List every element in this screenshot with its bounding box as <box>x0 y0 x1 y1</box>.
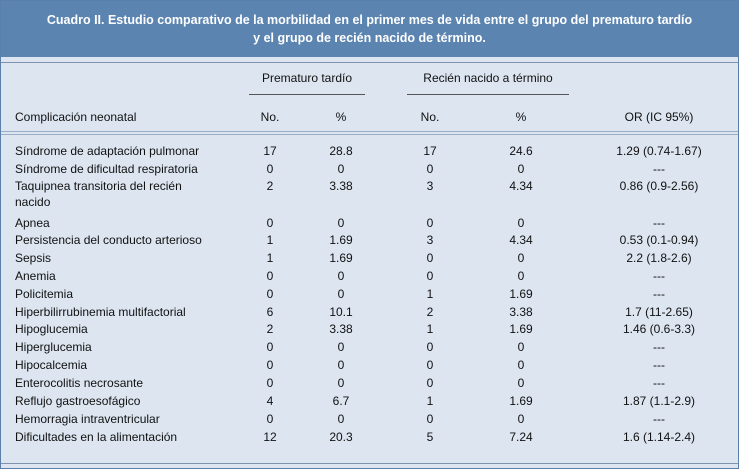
cell-or: --- <box>653 412 665 426</box>
cell-or: --- <box>653 376 665 390</box>
group-underline-premature <box>249 94 365 95</box>
cell-or: 1.29 (0.74-1.67) <box>616 144 702 158</box>
cell-n-premature: 0 <box>266 269 274 283</box>
row-label: Enterocolitis necrosante <box>15 376 144 390</box>
cell-pct-premature: 6.7 <box>332 394 350 408</box>
row-label: Persistencia del conducto arterioso <box>15 233 202 247</box>
cell-pct-premature: 10.1 <box>329 305 353 319</box>
cell-n-term: 3 <box>426 233 434 247</box>
column-header-complication: Complicación neonatal <box>15 110 137 124</box>
cell-n-term: 3 <box>426 179 434 193</box>
row-label: Apnea <box>15 216 50 230</box>
group-underline-term <box>407 94 569 95</box>
cell-pct-premature: 20.3 <box>329 430 353 444</box>
cell-pct-term: 4.34 <box>509 233 533 247</box>
cell-pct-term: 4.34 <box>509 179 533 193</box>
cell-pct-premature: 0 <box>337 287 345 301</box>
cell-pct-premature: 1.69 <box>329 251 353 265</box>
cell-n-premature: 0 <box>266 162 274 176</box>
cell-n-premature: 1 <box>266 233 274 247</box>
cell-or: 1.46 (0.6-3.3) <box>622 322 696 336</box>
column-header-or: OR (IC 95%) <box>624 110 694 124</box>
header-rule-2 <box>1 134 738 135</box>
cell-or: 0.86 (0.9-2.56) <box>619 179 699 193</box>
cell-pct-term: 0 <box>517 162 525 176</box>
row-label: Taquipnea transitoria del recién <box>15 179 182 193</box>
cell-n-term: 1 <box>426 287 434 301</box>
cell-or: 0.53 (0.1-0.94) <box>619 233 699 247</box>
cell-n-term: 0 <box>426 340 434 354</box>
cell-pct-term: 1.69 <box>509 394 533 408</box>
row-label: Dificultades en la alimentación <box>15 430 178 444</box>
cell-pct-term: 0 <box>517 269 525 283</box>
group-header-premature: Prematuro tardío <box>261 71 353 85</box>
header-rule-1 <box>1 131 738 132</box>
cell-n-term: 17 <box>423 144 437 158</box>
cell-pct-premature: 3.38 <box>329 322 353 336</box>
cell-n-term: 0 <box>426 412 434 426</box>
cell-or: 1.7 (11-2.65) <box>625 305 693 319</box>
row-label: Anemia <box>15 269 56 283</box>
cell-n-premature: 0 <box>266 340 274 354</box>
column-header-n-term: No. <box>420 110 440 124</box>
cell-n-premature: 0 <box>266 358 274 372</box>
cell-n-term: 0 <box>426 216 434 230</box>
row-label: Hipocalcemia <box>15 358 88 372</box>
cell-n-term: 0 <box>426 269 434 283</box>
cell-pct-term: 24.6 <box>509 144 533 158</box>
cell-pct-term: 7.24 <box>509 430 533 444</box>
header-top-rule <box>1 62 738 63</box>
cell-n-premature: 0 <box>266 376 274 390</box>
cell-pct-premature: 0 <box>337 216 345 230</box>
cell-n-term: 0 <box>426 376 434 390</box>
cell-n-term: 0 <box>426 251 434 265</box>
table-title-line1: Cuadro II. Estudio comparativo de la morbilidad en el primer mes de vida entre el grupo del prematuro tardío <box>46 13 693 27</box>
row-label: Síndrome de adaptación pulmonar <box>15 144 200 158</box>
row-label: nacido <box>15 195 51 209</box>
cell-pct-premature: 3.38 <box>329 179 353 193</box>
row-label: Síndrome de dificultad respiratoria <box>15 162 198 176</box>
cell-n-premature: 0 <box>266 287 274 301</box>
cell-pct-term: 3.38 <box>509 305 533 319</box>
cell-n-term: 0 <box>426 162 434 176</box>
cell-pct-term: 1.69 <box>509 287 533 301</box>
cell-pct-premature: 28.8 <box>329 144 353 158</box>
cell-n-premature: 1 <box>266 251 274 265</box>
cell-n-premature: 12 <box>263 430 277 444</box>
cell-pct-term: 0 <box>517 358 525 372</box>
row-label: Policitemia <box>15 287 74 301</box>
cell-or: --- <box>653 340 665 354</box>
cell-pct-premature: 0 <box>337 162 345 176</box>
cell-n-premature: 4 <box>266 394 274 408</box>
table-bottom-rule <box>1 463 738 464</box>
cell-n-premature: 6 <box>266 305 274 319</box>
table-title <box>1 1 738 57</box>
column-header-pct-term: % <box>515 110 527 124</box>
cell-or: --- <box>653 269 665 283</box>
cell-n-premature: 17 <box>263 144 277 158</box>
cell-pct-term: 0 <box>517 216 525 230</box>
cell-pct-term: 0 <box>517 412 525 426</box>
row-label: Hemorragia intraventricular <box>15 412 160 426</box>
cell-pct-term: 0 <box>517 376 525 390</box>
cell-or: --- <box>653 216 665 230</box>
cell-pct-term: 0 <box>517 340 525 354</box>
comparison-table <box>1 58 738 468</box>
table-title-line2: y el grupo de recién nacido de término. <box>253 31 486 45</box>
cell-or: 1.6 (1.14-2.4) <box>622 430 696 444</box>
group-header-term: Recién nacido a término <box>423 71 553 85</box>
row-label: Hiperglucemia <box>15 340 92 354</box>
row-label: Sepsis <box>15 251 52 265</box>
cell-pct-premature: 1.69 <box>329 233 353 247</box>
cell-or: --- <box>653 162 665 176</box>
cell-or: --- <box>653 358 665 372</box>
cell-n-premature: 2 <box>266 179 274 193</box>
cell-n-term: 5 <box>426 430 434 444</box>
cell-n-premature: 0 <box>266 216 274 230</box>
cell-or: 1.87 (1.1-2.9) <box>622 394 696 408</box>
cell-or: --- <box>653 287 665 301</box>
cell-n-premature: 0 <box>266 412 274 426</box>
cell-n-term: 2 <box>426 305 434 319</box>
row-label: Hiperbilirrubinemia multifactorial <box>15 305 186 319</box>
cell-pct-premature: 0 <box>337 358 345 372</box>
cell-pct-premature: 0 <box>337 269 345 283</box>
cell-or: 2.2 (1.8-2.6) <box>626 251 692 265</box>
cell-pct-term: 1.69 <box>509 322 533 336</box>
cell-n-premature: 2 <box>266 322 274 336</box>
row-label: Reflujo gastroesofágico <box>15 394 141 408</box>
cell-pct-premature: 0 <box>337 340 345 354</box>
cell-n-term: 1 <box>426 394 434 408</box>
row-label: Hipoglucemia <box>15 322 88 336</box>
cell-pct-term: 0 <box>517 251 525 265</box>
cell-n-term: 1 <box>426 322 434 336</box>
cell-pct-premature: 0 <box>337 412 345 426</box>
column-header-pct-premature: % <box>335 110 347 124</box>
cell-n-term: 0 <box>426 358 434 372</box>
column-header-n-premature: No. <box>260 110 280 124</box>
cell-pct-premature: 0 <box>337 376 345 390</box>
